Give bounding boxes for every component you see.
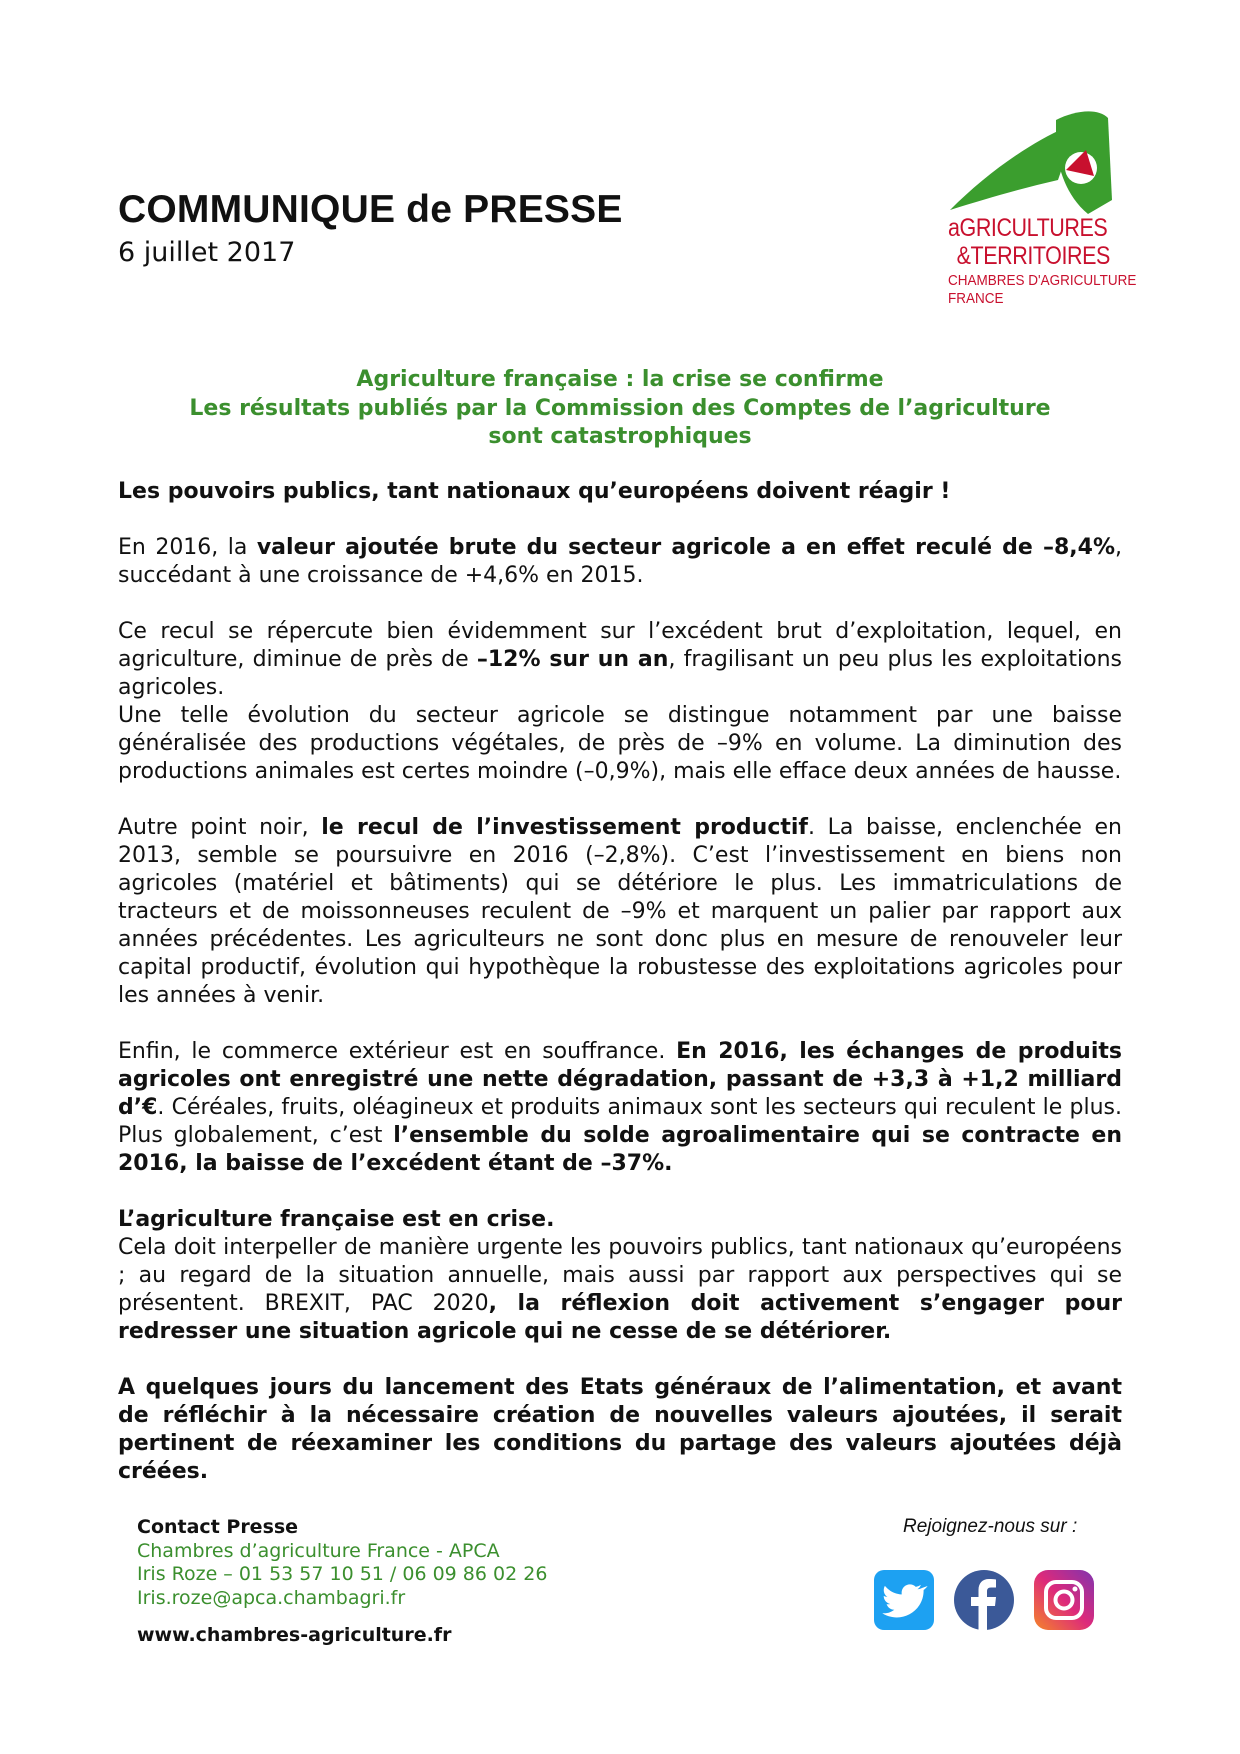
agricultures-territoires-logo xyxy=(948,110,1138,320)
logo-text-agricultures: aGRICULTURES xyxy=(948,214,1108,242)
paragraph-crisis: Cela doit interpeller de manière urgente les pouvoirs publics, tant nationaux qu’européens ; au regard de la situation annuelle, mais aussi par rapport aux perspectives qui se présentent. BREXIT, PAC 2020, la réflexion doit activement s’engager pour redresser une situation agricole qui ne cesse de se détériorer. xyxy=(118,1235,1122,1344)
facebook-icon[interactable] xyxy=(954,1570,1014,1630)
headline-line: sont catastrophiques xyxy=(488,424,752,449)
contact-heading: Contact Presse xyxy=(137,1516,299,1538)
paragraph-trade: Enfin, le commerce extérieur est en souffrance. En 2016, les échanges de produits agricoles ont enregistré une nette dégradation, passant de +3,3 à +1,2 milliard d’€. Céréales, fruits, oléagineux et produits animaux sont les secteurs qui reculent le plus. Plus globalement, c’est l’ensemble du solde agroalimentaire qui se contracte en 2016, la baisse de l’excédent étant de –37%. xyxy=(118,1039,1122,1176)
logo-text-france: FRANCE xyxy=(948,290,1004,307)
paragraph-ebe: Ce recul se répercute bien évidemment sur l’excédent brut d’exploitation, lequel, en agriculture, diminue de près de –12% sur un an, fragilisant un peu plus les exploitations agricoles. xyxy=(118,619,1122,700)
contact-email[interactable]: Iris.roze@apca.chambagri.fr xyxy=(137,1586,406,1609)
logo-text-chambres: CHAMBRES D'AGRICULTURE xyxy=(948,272,1137,289)
website-link[interactable]: www.chambres-agriculture.fr xyxy=(137,1624,452,1646)
document-date: 6 juillet 2017 xyxy=(118,237,296,268)
document-title: COMMUNIQUE de PRESSE xyxy=(118,188,623,231)
press-contact xyxy=(137,1516,547,1610)
paragraph-crisis-title: L’agriculture française est en crise. xyxy=(118,1207,555,1232)
lead-paragraph: Les pouvoirs publics, tant nationaux qu’européens doivent réagir ! xyxy=(118,479,951,504)
instagram-icon[interactable] xyxy=(1034,1570,1094,1630)
press-release-body xyxy=(118,478,1122,1514)
contact-person-phone: Iris Roze – 01 53 57 10 51 / 06 09 86 02 26 xyxy=(137,1563,548,1585)
paragraph-value-added: En 2016, la valeur ajoutée brute du secteur agricole a en effet reculé de –8,4%, succédant à une croissance de +4,6% en 2015. xyxy=(118,535,1122,588)
contact-organization: Chambres d’agriculture France - APCA xyxy=(137,1539,500,1562)
paragraph-investment: Autre point noir, le recul de l’investissement productif. La baisse, enclenchée en 2013, semble se poursuivre en 2016 (–2,8%). C’est l’investissement en biens non agricoles (matériel et bâtiments) qui se détériore le plus. Les immatriculations de tracteurs et de moissonneuses reculent de –9% et marquent un palier par rapport aux années précédentes. Les agriculteurs ne sont donc plus en mesure de renouveler leur capital productif, évolution qui hypothèque la robustesse des exploitations agricoles pour les années à venir. xyxy=(118,815,1122,1008)
social-label: Rejoignez-nous sur : xyxy=(903,1516,1078,1537)
headline-line: Agriculture française : la crise se confirme xyxy=(356,367,884,392)
logo-mark-icon xyxy=(948,110,1128,214)
paragraph-productions: Une telle évolution du secteur agricole se distingue notamment par une baisse généralisée des productions végétales, de près de –9% en volume. La diminution des productions animales est certes moindre (–0,9%), mais elle efface deux années de hausse. xyxy=(118,703,1122,784)
twitter-icon[interactable] xyxy=(874,1570,934,1630)
document-header xyxy=(118,188,623,270)
paragraph-conclusion: A quelques jours du lancement des Etats généraux de l’alimentation, et avant de réfléchir à la nécessaire création de nouvelles valeurs ajoutées, il serait pertinent de réexaminer les conditions du partage des valeurs ajoutées déjà créées. xyxy=(118,1375,1122,1484)
logo-text-territoires: &TERRITOIRES xyxy=(956,242,1110,270)
headline xyxy=(118,366,1122,452)
headline-line: Les résultats publiés par la Commission des Comptes de l’agriculture xyxy=(189,395,1051,421)
